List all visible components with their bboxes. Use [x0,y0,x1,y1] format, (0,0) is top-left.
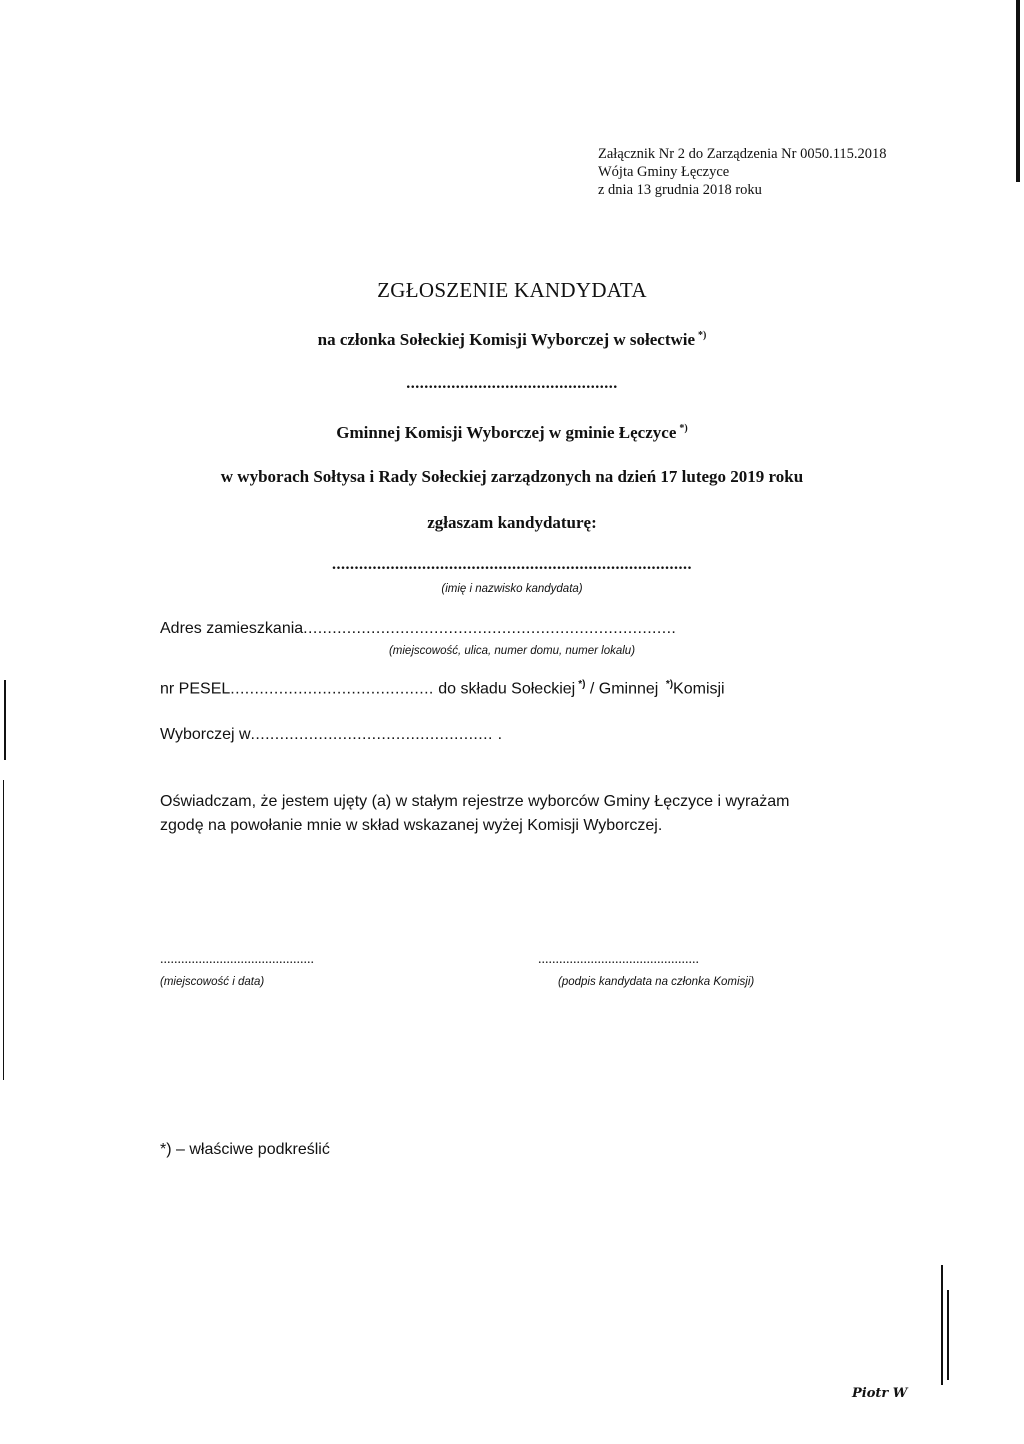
footnote-mark: *) [679,423,688,435]
elections-line: w wyborach Sołtysa i Rady Sołeckiej zarządzonych na dzień 17 lutego 2019 roku [220,467,804,486]
pesel-slash-text: / Gminnej [589,680,659,698]
statement [160,790,790,838]
footnote: *) – właściwe podkreślić [160,1141,330,1158]
commission-line [0,423,1024,443]
document-title: ZGŁOSZENIE KANDYDATA [377,278,647,302]
pesel-council-text: do składu Sołeckiej [438,680,576,698]
name-dots: ................................................................................ [332,556,692,573]
commission-text: Gminnej Komisji Wyborczej w gminie Łęczyce [336,423,677,442]
signature-dots: .............................................. [538,952,699,967]
annex-header [598,145,887,199]
pesel-commission-text: Komisji [673,680,725,698]
stamp-signature: Piotr W [852,1386,908,1401]
address-label: Adres zamieszkania [160,620,304,637]
scan-edge-bottom-right-2 [947,1290,949,1380]
address-caption: (miejscowość, ulica, numer domu, numer lokalu) [388,645,636,657]
footnote-mark: *) [698,330,707,342]
pesel-label: nr PESEL [160,680,231,698]
village-dots: ............................................... [406,375,618,392]
footnote-mark: *) [578,679,586,690]
place-date-dots: ............................................ [160,952,314,967]
statement-line-1: Oświadczam, że jestem ujęty (a) w stałym rejestrze wyborców Gminy Łęczyce i wyrażam [160,793,790,810]
electoral-dots: .................................................. . [250,726,503,743]
electoral-label: Wyborczej w [160,726,251,743]
address-line [160,620,676,638]
electoral-line [160,726,503,744]
address-dots: ............................................................................. [303,620,677,637]
annex-line-2: Wójta Gminy Łęczyce [598,164,730,180]
scan-edge-left-2 [3,780,4,1080]
scan-edge-right [1016,0,1020,182]
subtitle-line [0,330,1024,350]
pesel-line [160,679,725,698]
annex-line-3: z dnia 13 grudnia 2018 roku [598,182,762,198]
scan-edge-left-1 [4,680,6,760]
statement-line-2: zgodę na powołanie mnie w skład wskazanej wyżej Komisji Wyborczej. [160,817,663,834]
annex-line-1: Załącznik Nr 2 do Zarządzenia Nr 0050.115.2018 [598,146,887,162]
nominate-line: zgłaszam kandydaturę: [427,513,597,532]
signature-caption: (podpis kandydata na członka Komisji) [558,976,755,988]
subtitle-text: na członka Sołeckiej Komisji Wyborczej w sołectwie [317,330,696,349]
name-caption: (imię i nazwisko kandydata) [441,583,583,595]
footnote-mark: *) [665,679,674,690]
place-date-caption: (miejscowość i data) [160,976,265,988]
scan-edge-bottom-right-1 [941,1265,943,1385]
pesel-dots: .......................................... [230,680,434,698]
